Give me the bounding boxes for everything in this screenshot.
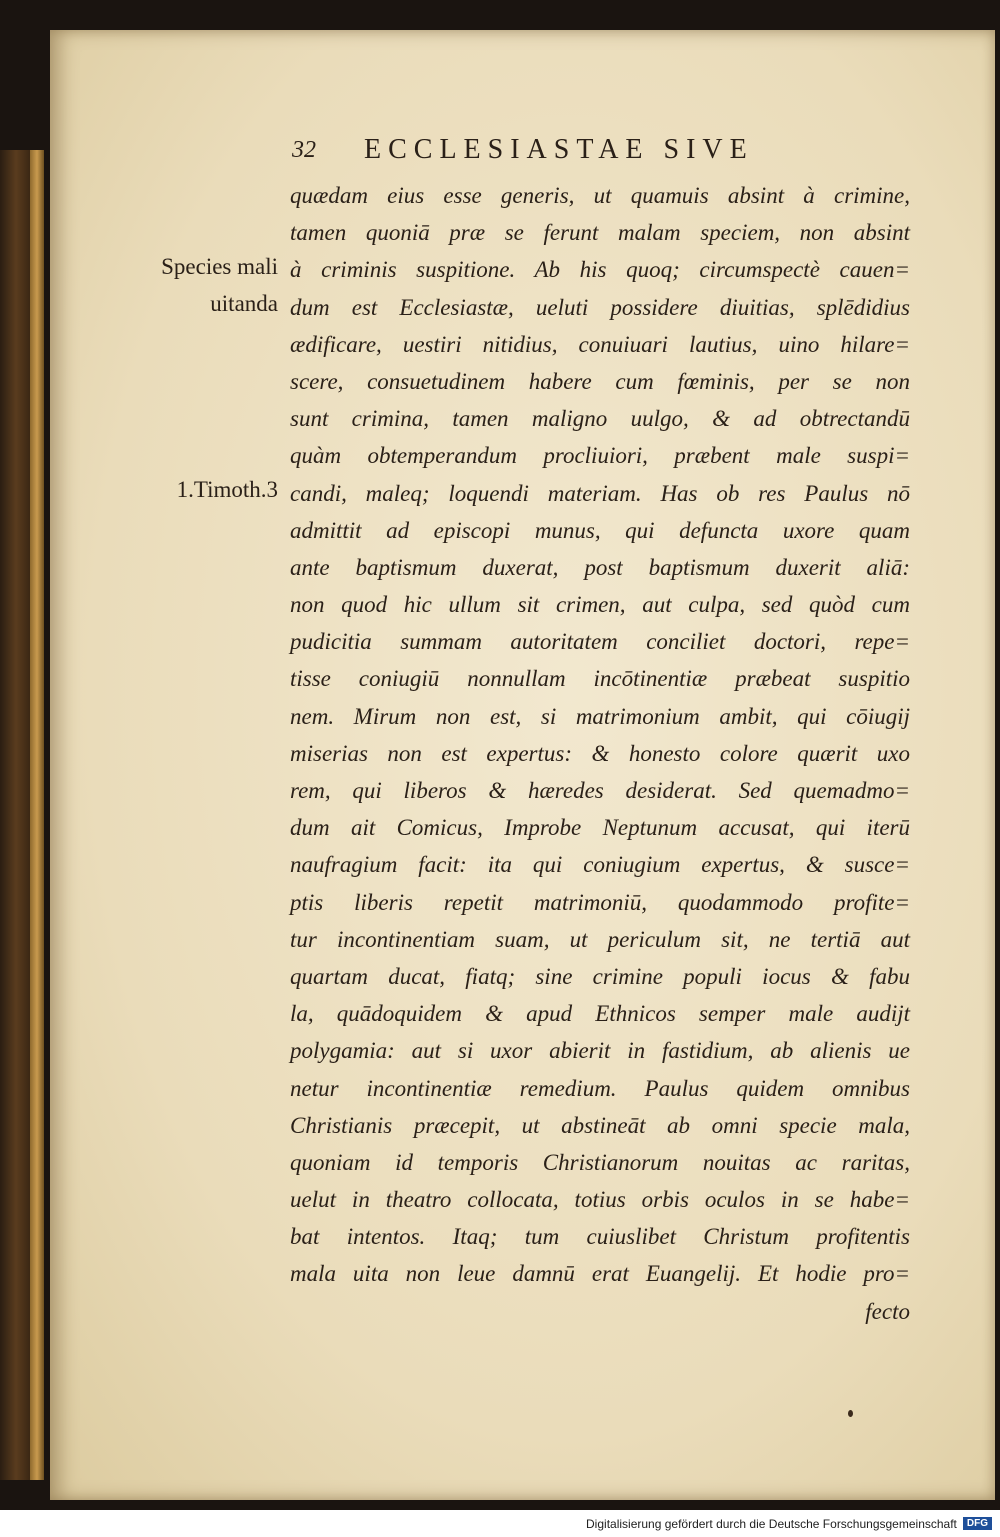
body-text: [290, 177, 910, 1330]
text-line: naufragium facit: ita qui coniugium expertus, & susce=: [290, 852, 910, 878]
text-line: tur incontinentiam suam, ut periculum sit, ne tertiā aut: [290, 926, 910, 952]
text-line: admittit ad episcopi munus, qui defuncta uxore quam: [290, 517, 910, 543]
text-line: scere, consuetudinem habere cum fœminis, per se non: [290, 368, 910, 394]
text-line: dum ait Comicus, Improbe Neptunum accusat, qui iterū: [290, 815, 910, 841]
text-line: tamen quoniā præ se ferunt malam speciem, non absint: [290, 220, 910, 246]
marginal-note: Species mali: [161, 254, 278, 279]
text-line: uelut in theatro collocata, totius orbis oculos in se habe=: [290, 1187, 910, 1213]
text-line: dum est Ecclesiastæ, ueluti possidere diuitias, splēdidius: [290, 294, 910, 320]
text-line: polygamia: aut si uxor abierit in fastidium, ab alienis ue: [290, 1038, 910, 1064]
footer-bar: [0, 1510, 1000, 1537]
dfg-logo: DFG: [963, 1517, 992, 1530]
text-line: ptis liberis repetit matrimoniū, quodammodo profite=: [290, 889, 910, 915]
page-edge: [30, 150, 44, 1480]
text-line: netur incontinentiæ remedium. Paulus quidem omnibus: [290, 1075, 910, 1101]
text-line: nem. Mirum non est, si matrimonium ambit, qui cōiugij: [290, 703, 910, 729]
text-line: la, quādoquidem & apud Ethnicos semper male audijt: [290, 1001, 910, 1027]
text-line: quoniam id temporis Christianorum nouitas ac raritas,: [290, 1149, 910, 1175]
text-line: pudicitia summam autoritatem conciliet doctori, repe=: [290, 629, 910, 655]
text-line: ante baptismum duxerat, post baptismum duxerit aliā:: [290, 554, 910, 580]
text-line: mala uita non leue damnū erat Euangelij. Et hodie pro=: [290, 1261, 910, 1287]
marginal-note: 1.Timoth.3: [176, 477, 278, 502]
running-title: ECCLESIASTAE SIVE: [364, 134, 754, 165]
text-line: tisse coniugiū nonnullam incōtinentiæ præbeat suspitio: [290, 666, 910, 692]
ink-mark: [848, 1410, 853, 1417]
text-line: quartam ducat, fiatq; sine crimine populi iocus & fabu: [290, 963, 910, 989]
text-line: miserias non est expertus: & honesto colore quærit uxo: [290, 740, 910, 766]
text-line: bat intentos. Itaq; tum cuiuslibet Christum profitentis: [290, 1224, 910, 1250]
text-line: rem, qui liberos & hæredes desiderat. Sed quemadmo=: [290, 778, 910, 803]
text-line: candi, maleq; loquendi materiam. Has ob res Paulus nō: [290, 480, 910, 506]
text-line: ædificare, uestiri nitidius, conuiuari lautius, uino hilare=: [290, 331, 910, 357]
text-line: sunt crimina, tamen maligno uulgo, & ad obtrectandū: [290, 406, 910, 432]
text-line: quàm obtemperandum procliuiori, præbent male suspi=: [290, 443, 910, 469]
marginal-note: uitanda: [210, 291, 278, 316]
page-number: 32: [292, 136, 316, 163]
text-line: quædam eius esse generis, ut quamuis absint à crimine,: [290, 183, 910, 208]
text-line: fecto: [865, 1298, 910, 1324]
text-line: non quod hic ullum sit crimen, aut culpa, sed quòd cum: [290, 592, 910, 618]
text-line: à criminis suspitione. Ab his quoq; circumspectè cauen=: [290, 257, 910, 283]
footer-credit: Digitalisierung gefördert durch die Deutsche Forschungsgemeinschaft: [586, 1516, 957, 1531]
page-header: [292, 130, 852, 170]
text-line: Christianis præcepit, ut abstineāt ab omni specie mala,: [290, 1112, 910, 1138]
